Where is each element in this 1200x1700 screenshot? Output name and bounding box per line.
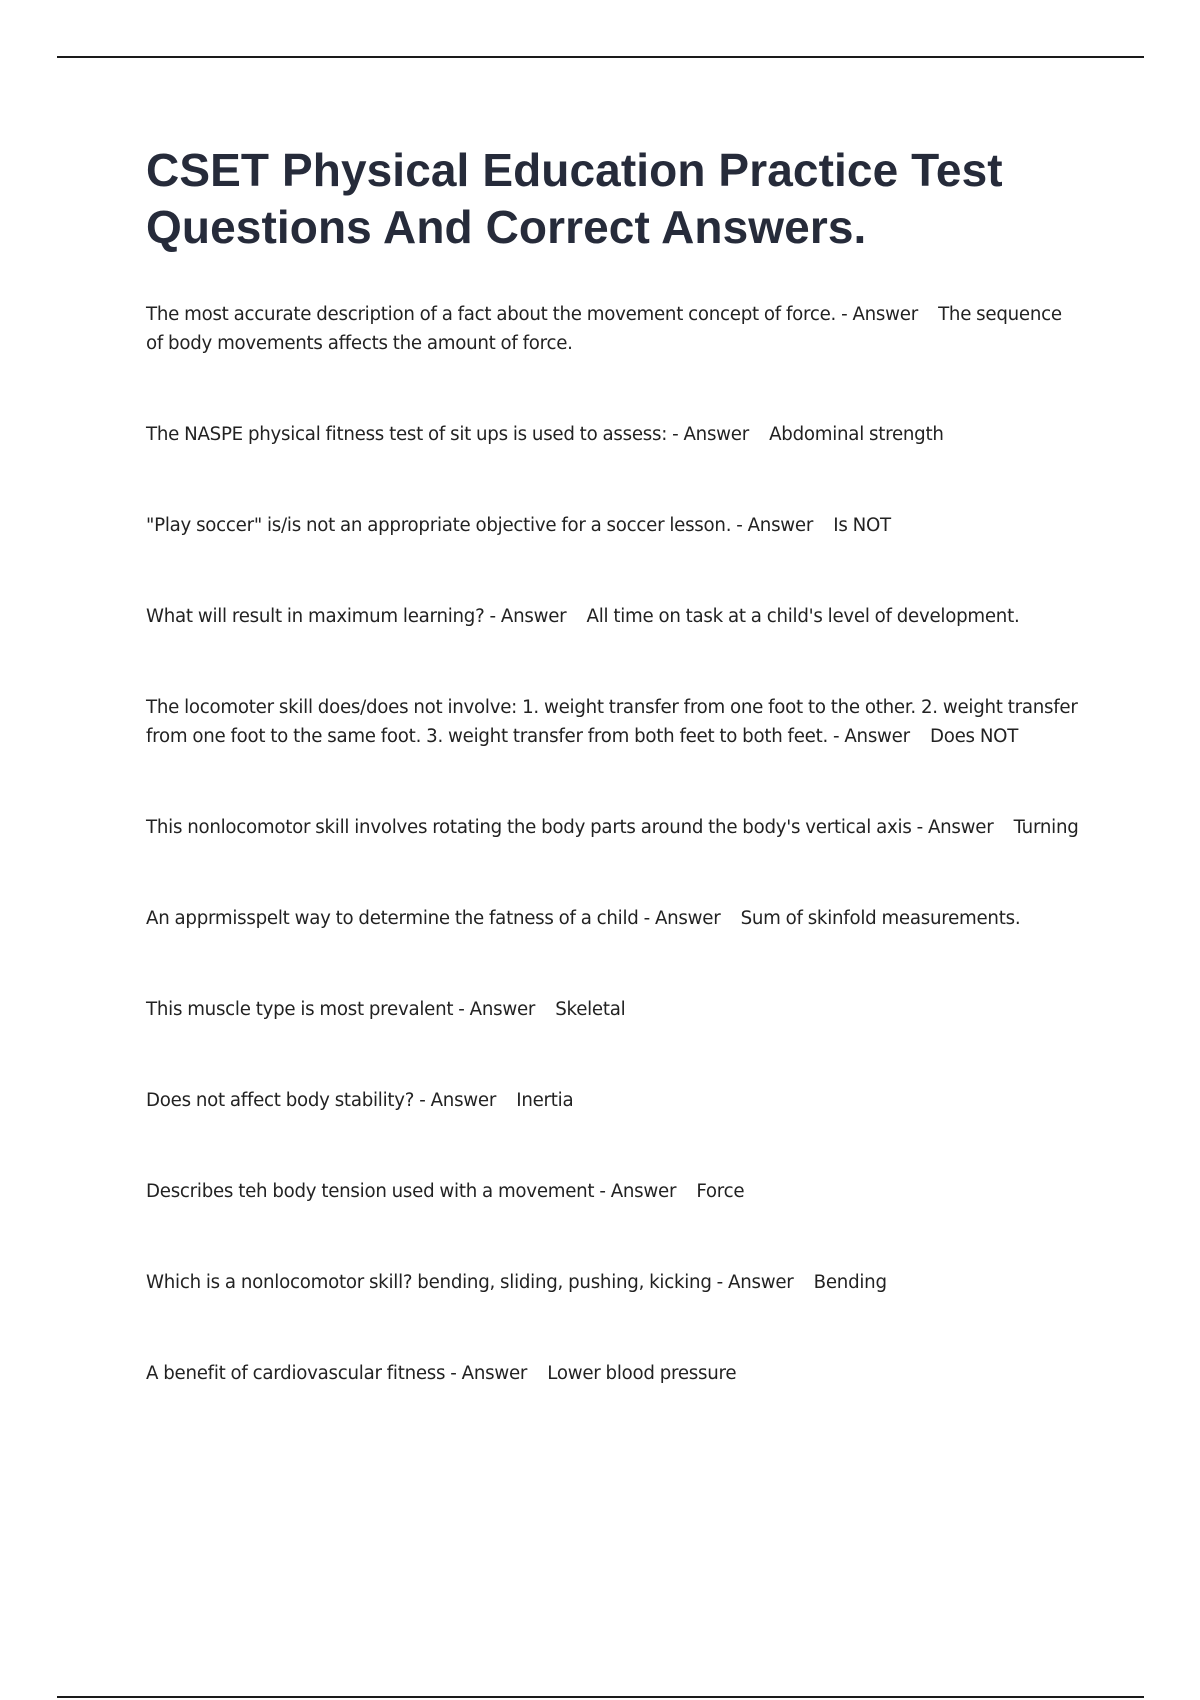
- qa-answer: Does NOT: [929, 726, 1019, 747]
- qa-separator: - Answer: [453, 999, 556, 1020]
- qa-question: This nonlocomotor skill involves rotating the body parts around the body's vertical axis: [146, 817, 912, 838]
- qa-item: [146, 813, 1081, 842]
- qa-question: A benefit of cardiovascular fitness: [146, 1363, 446, 1384]
- qa-item: [146, 420, 1081, 449]
- qa-item: [146, 1086, 1081, 1115]
- document-body: [146, 142, 1081, 1450]
- qa-separator: - Answer: [711, 1272, 814, 1293]
- qa-question: Describes teh body tension used with a movement: [146, 1181, 595, 1202]
- qa-answer: Skeletal: [555, 999, 626, 1020]
- qa-item: [146, 904, 1081, 933]
- qa-answer: Force: [696, 1181, 745, 1202]
- qa-answer: Is NOT: [833, 515, 891, 536]
- qa-item: [146, 1359, 1081, 1388]
- qa-separator: - Answer: [414, 1090, 517, 1111]
- qa-item: [146, 1268, 1081, 1297]
- qa-answer: All time on task at a child's level of development.: [586, 606, 1020, 627]
- qa-question: The NASPE physical fitness test of sit ups is used to assess:: [146, 424, 668, 445]
- qa-item: [146, 1177, 1081, 1206]
- qa-question: Does not affect body stability?: [146, 1090, 415, 1111]
- qa-answer: Inertia: [516, 1090, 574, 1111]
- qa-item: [146, 511, 1081, 540]
- qa-separator: - Answer: [594, 1181, 697, 1202]
- qa-separator: - Answer: [445, 1363, 548, 1384]
- qa-item: [146, 602, 1081, 631]
- footer-rule: [57, 1696, 1144, 1698]
- qa-separator: - Answer: [638, 908, 741, 929]
- qa-question: The most accurate description of a fact about the movement concept of force.: [146, 304, 837, 325]
- qa-answer: Bending: [813, 1272, 887, 1293]
- qa-separator: - Answer: [827, 726, 930, 747]
- qa-separator: - Answer: [667, 424, 770, 445]
- qa-question: "Play soccer" is/is not an appropriate objective for a soccer lesson.: [146, 515, 732, 536]
- qa-answer: Sum of skinfold measurements.: [740, 908, 1021, 929]
- qa-answer: Lower blood pressure: [547, 1363, 737, 1384]
- document-title: CSET Physical Education Practice Test Questions And Correct Answers.: [146, 144, 1003, 253]
- qa-question: This muscle type is most prevalent: [146, 999, 454, 1020]
- qa-question: The locomoter skill does/does not involve: 1. weight transfer from one foot to the other. 2. weight transfer from one foot to the same foot. 3. weight transfer from both feet to both feet.: [146, 697, 1078, 747]
- qa-separator: - Answer: [836, 304, 939, 325]
- qa-item: [146, 995, 1081, 1024]
- qa-separator: - Answer: [484, 606, 587, 627]
- qa-answer: The sequence of body movements affects the amount of force.: [146, 304, 1062, 354]
- header-rule: [57, 56, 1144, 58]
- qa-question: What will result in maximum learning?: [146, 606, 485, 627]
- qa-question: An apprmisspelt way to determine the fatness of a child: [146, 908, 639, 929]
- qa-question: Which is a nonlocomotor skill? bending, sliding, pushing, kicking: [146, 1272, 712, 1293]
- qa-answer: Turning: [1013, 817, 1079, 838]
- qa-item: [146, 693, 1081, 751]
- qa-item: [146, 300, 1081, 358]
- qa-answer: Abdominal strength: [769, 424, 944, 445]
- qa-separator: - Answer: [731, 515, 834, 536]
- qa-list: [146, 300, 1081, 1388]
- qa-separator: - Answer: [911, 817, 1014, 838]
